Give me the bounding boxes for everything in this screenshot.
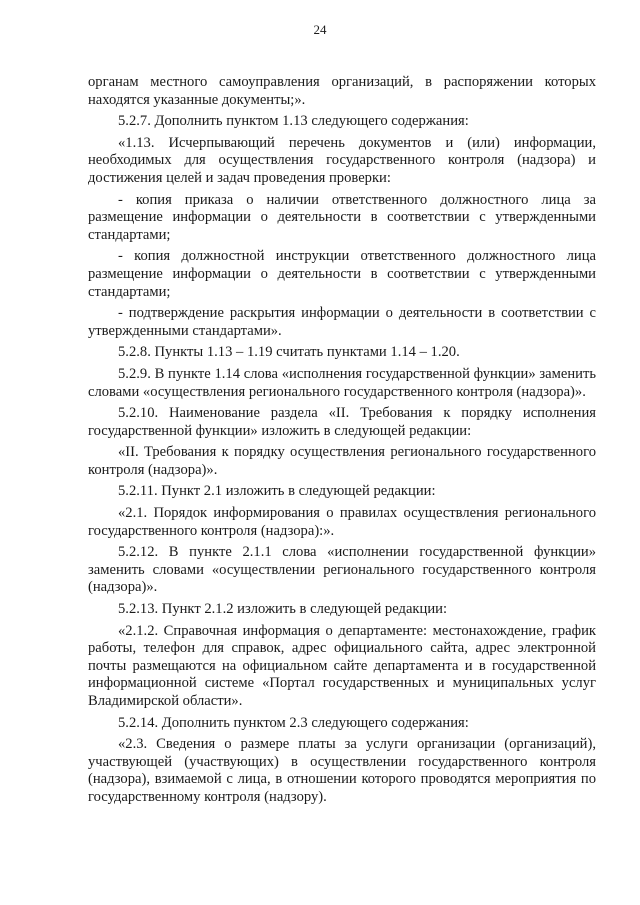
paragraph-5-2-11: 5.2.11. Пункт 2.1 изложить в следующей редакции: xyxy=(118,483,436,500)
paragraph-section-ii: «II. Требования к порядку осуществления регионального государственного контроля (надзора)». xyxy=(88,444,596,478)
paragraph-continuation: органам местного самоуправления организаций, в распоряжении которых находятся указанные документы;». xyxy=(88,74,596,108)
paragraph-5-2-13: 5.2.13. Пункт 2.1.2 изложить в следующей редакции: xyxy=(118,601,447,618)
list-item-order-copy: - копия приказа о наличии ответственного должностного лица за размещение информации о деятельности в соответствии с утвержденными стандартами; xyxy=(88,191,596,243)
list-item-disclosure: - подтверждение раскрытия информации о деятельности в соответствии с утвержденными стандартами». xyxy=(88,305,596,339)
document-body xyxy=(88,74,596,811)
paragraph-5-2-8: 5.2.8. Пункты 1.13 – 1.19 считать пунктами 1.14 – 1.20. xyxy=(118,344,460,361)
paragraph-5-2-10: 5.2.10. Наименование раздела «II. Требования к порядку исполнения государственной функции» изложить в следующей редакции: xyxy=(88,405,596,439)
list-item-instruction-copy: - копия должностной инструкции ответственного должностного лица размещение информации о деятельности в соответствии с утвержденными стандартами; xyxy=(88,248,596,300)
paragraph-5-2-14: 5.2.14. Дополнить пунктом 2.3 следующего содержания: xyxy=(118,714,469,731)
paragraph-2-1: «2.1. Порядок информирования о правилах осуществления регионального государственного контроля (надзора):». xyxy=(88,505,596,539)
paragraph-5-2-12: 5.2.12. В пункте 2.1.1 слова «исполнении государственной функции» заменить словами «осуществлении регионального государственного контроля (надзора)». xyxy=(88,544,596,596)
paragraph-5-2-7: 5.2.7. Дополнить пунктом 1.13 следующего содержания: xyxy=(118,113,469,130)
paragraph-5-2-9: 5.2.9. В пункте 1.14 слова «исполнения государственной функции» заменить словами «осуществления регионального государственного контроля (надзора)». xyxy=(88,365,596,400)
paragraph-2-1-2: «2.1.2. Справочная информация о департаменте: местонахождение, график работы, телефон для справок, адрес официального сайта, адрес электронной почты размещаются на официальном сайте департамента и в государственной информационной системе «Портал государственных и муниципальных услуг Владимирской области». xyxy=(88,622,596,709)
page-number: 24 xyxy=(313,22,327,37)
paragraph-1-13: «1.13. Исчерпывающий перечень документов и (или) информации, необходимых для осуществления государственного контроля (надзора) и достижения целей и задач проведения проверки: xyxy=(88,134,596,186)
paragraph-2-3: «2.3. Сведения о размере платы за услуги организации (организаций), участвующей (участвующих) в осуществлении государственного контроля (надзора), взимаемой с лица, в отношении которого проводятся мероприятия по государственному контроля (надзору). xyxy=(88,736,596,805)
